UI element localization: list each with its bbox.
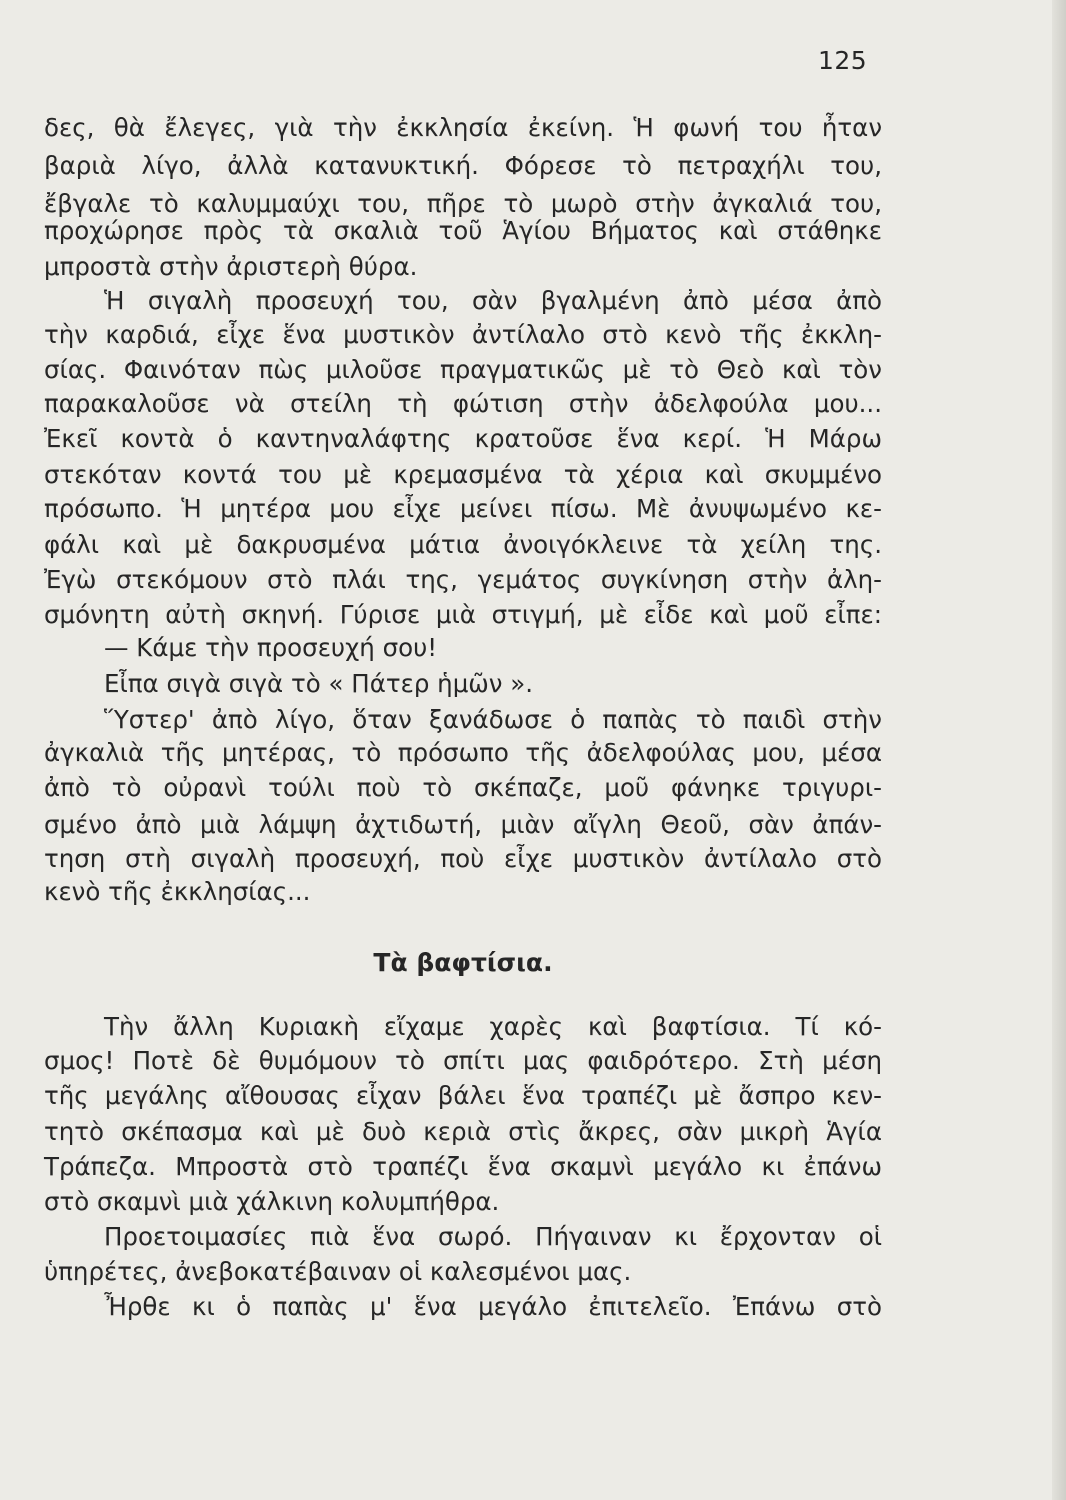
text-line: τὴν καρδιά, εἶχε ἕνα μυστικὸν ἀντίλαλο στὸ κενὸ τῆς ἐκκλη- bbox=[44, 320, 882, 349]
section-heading: Τὰ βαφτίσια. bbox=[373, 948, 553, 977]
text-line: ἔβγαλε τὸ καλυμμαύχι του, πῆρε τὸ μωρὸ στὴν ἀγκαλιά του, bbox=[44, 189, 882, 218]
text-line: σμόνητη αὐτὴ σκηνή. Γύρισε μιὰ στιγμή, μὲ εἶδε καὶ μοῦ εἶπε: bbox=[44, 600, 882, 629]
text-line: Ἐκεῖ κοντὰ ὁ καντηναλάφτης κρατοῦσε ἕνα κερί. Ἡ Μάρω bbox=[44, 424, 882, 453]
text-line: παρακαλοῦσε νὰ στείλη τὴ φώτιση στὴν ἀδελφούλα μου... bbox=[44, 389, 882, 418]
text-line: ἀγκαλιὰ τῆς μητέρας, τὸ πρόσωπο τῆς ἀδελφούλας μου, μέσα bbox=[44, 738, 882, 767]
text-line: Ἐγὼ στεκόμουν στὸ πλάι της, γεμάτος συγκίνηση στὴν ἀλη- bbox=[44, 565, 882, 594]
text-line: — Κάμε τὴν προσευχή σου! bbox=[104, 633, 438, 662]
text-line: Τὴν ἄλλη Κυριακὴ εἴχαμε χαρὲς καὶ βαφτίσια. Τί κό- bbox=[104, 1012, 882, 1041]
text-line: στεκόταν κοντά του μὲ κρεμασμένα τὰ χέρια καὶ σκυμμένο bbox=[44, 460, 882, 489]
text-line: Ἡ σιγαλὴ προσευχή του, σὰν βγαλμένη ἀπὸ μέσα ἀπὸ bbox=[104, 286, 882, 315]
text-line: προχώρησε πρὸς τὰ σκαλιὰ τοῦ Ἁγίου Βήματος καὶ στάθηκε bbox=[44, 216, 882, 245]
text-line: φάλι καὶ μὲ δακρυσμένα μάτια ἀνοιγόκλεινε τὰ χείλη της. bbox=[44, 530, 882, 559]
text-line: σμένο ἀπὸ μιὰ λάμψη ἀχτιδωτή, μιὰν αἴγλη Θεοῦ, σὰν ἀπάν- bbox=[44, 810, 882, 839]
text-line: σμος! Ποτὲ δὲ θυμόμουν τὸ σπίτι μας φαιδρότερο. Στὴ μέση bbox=[44, 1046, 882, 1075]
page-number: 125 bbox=[818, 46, 868, 75]
text-line: τῆς μεγάλης αἴθουσας εἶχαν βάλει ἕνα τραπέζι μὲ ἄσπρο κεν- bbox=[44, 1081, 882, 1110]
text-line: Προετοιμασίες πιὰ ἕνα σωρό. Πήγαιναν κι ἔρχονταν οἱ bbox=[104, 1222, 882, 1251]
text-line: ἀπὸ τὸ οὐρανὶ τούλι ποὺ τὸ σκέπαζε, μοῦ φάνηκε τριγυρι- bbox=[44, 773, 882, 802]
text-line: δες, θὰ ἔλεγες, γιὰ τὴν ἐκκλησία ἐκείνη. Ἡ φωνή του ἦταν bbox=[44, 113, 882, 142]
text-line: κενὸ τῆς ἐκκλησίας... bbox=[44, 877, 311, 906]
text-line: στὸ σκαμνὶ μιὰ χάλκινη κολυμπήθρα. bbox=[44, 1187, 500, 1216]
page-edge bbox=[1052, 0, 1066, 1500]
text-line: τηση στὴ σιγαλὴ προσευχή, ποὺ εἶχε μυστικὸν ἀντίλαλο στὸ bbox=[44, 844, 882, 873]
text-line: βαριὰ λίγο, ἀλλὰ κατανυκτική. Φόρεσε τὸ πετραχήλι του, bbox=[44, 151, 882, 180]
text-line: Ἦρθε κι ὁ παπὰς μ' ἕνα μεγάλο ἐπιτελεῖο. Ἐπάνω στὸ bbox=[104, 1292, 882, 1321]
text-line: σίας. Φαινόταν πὼς μιλοῦσε πραγματικῶς μὲ τὸ Θεὸ καὶ τὸν bbox=[44, 355, 882, 384]
text-line: Ὕστερ' ἀπὸ λίγο, ὅταν ξανάδωσε ὁ παπὰς τὸ παιδὶ στὴν bbox=[104, 705, 882, 734]
text-line: ὑπηρέτες, ἀνεβοκατέβαιναν οἱ καλεσμένοι μας. bbox=[44, 1257, 632, 1286]
text-line: Τράπεζα. Μπροστὰ στὸ τραπέζι ἕνα σκαμνὶ μεγάλο κι ἐπάνω bbox=[44, 1152, 882, 1181]
text-line: πρόσωπο. Ἡ μητέρα μου εἶχε μείνει πίσω. Μὲ ἀνυψωμένο κε- bbox=[44, 494, 882, 523]
text-line: μπροστὰ στὴν ἀριστερὴ θύρα. bbox=[44, 252, 418, 281]
text-line: Εἶπα σιγὰ σιγὰ τὸ « Πάτερ ἡμῶν ». bbox=[104, 669, 534, 698]
text-line: τητὸ σκέπασμα καὶ μὲ δυὸ κεριὰ στὶς ἄκρες, σὰν μικρὴ Ἁγία bbox=[44, 1117, 882, 1146]
